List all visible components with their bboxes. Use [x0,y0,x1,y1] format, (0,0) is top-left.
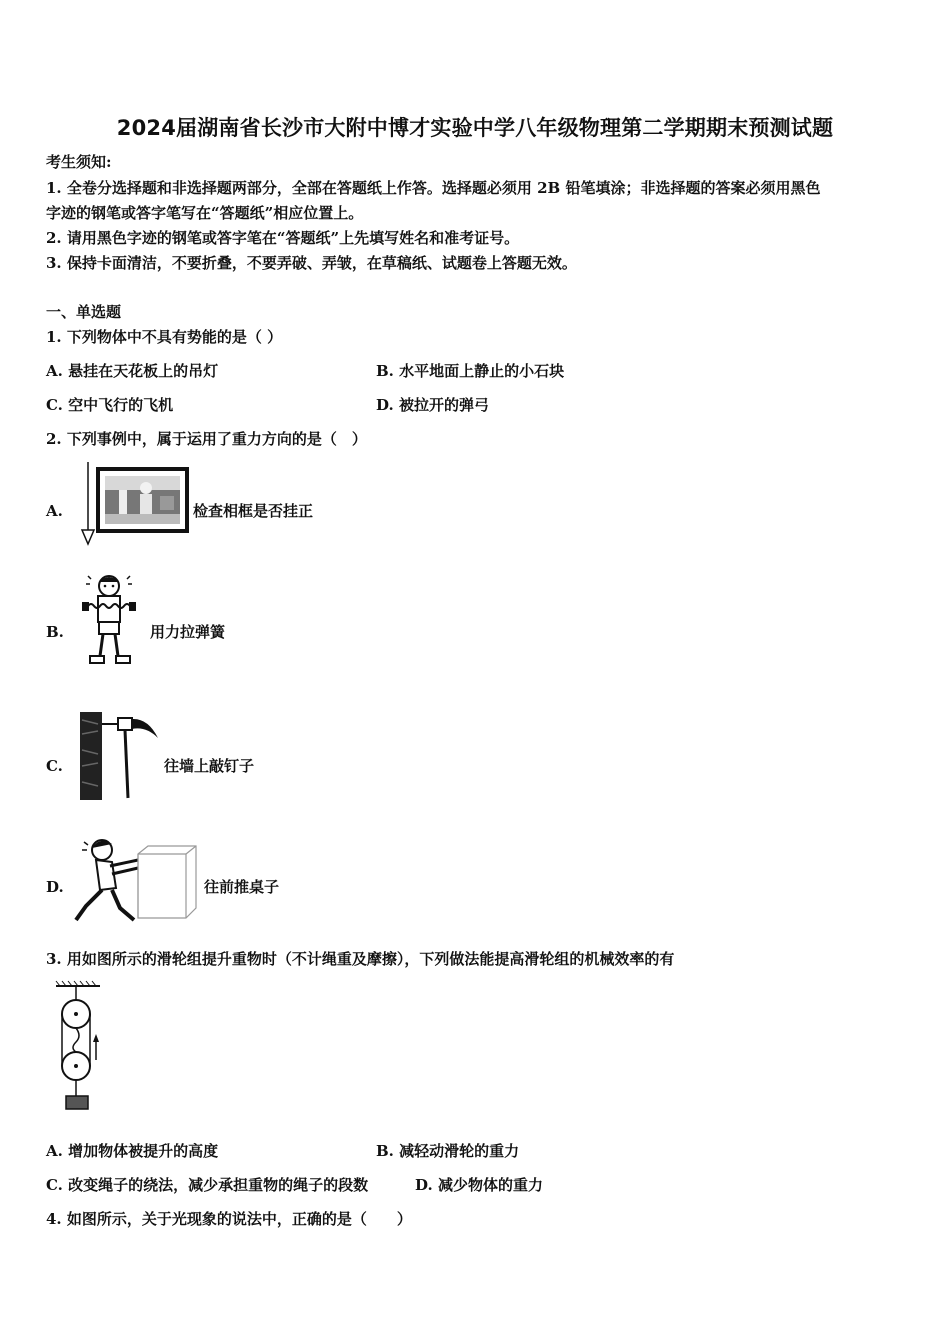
question-2-option-b-text: 用力拉弹簧 [150,623,226,641]
question-2-option-a-letter[interactable]: A. [46,502,63,520]
question-2-option-d-letter[interactable]: D. [46,878,64,896]
option-text: 悬挂在天花板上的吊灯 [68,362,219,380]
question-3-option-a[interactable] [46,1141,218,1161]
option-letter: B. [376,362,394,380]
question-3-option-c[interactable] [46,1175,368,1195]
question-2-option-a-text: 检查相框是否挂正 [193,502,314,520]
option-letter: C. [46,396,63,414]
question-1-stem: 1. 下列物体中不具有势能的是（ ） [46,328,283,346]
question-2-option-b-letter[interactable]: B. [46,623,64,641]
option-text: 减少物体的重力 [437,1176,543,1194]
option-letter: A. [46,362,63,380]
section-heading: 一、单选题 [46,303,122,321]
question-1-option-c[interactable] [46,395,173,415]
question-1-option-a[interactable] [46,361,218,381]
option-text: 增加物体被提升的高度 [68,1142,219,1160]
question-2-option-d-text: 往前推桌子 [204,878,280,896]
option-text: 水平地面上静止的小石块 [399,362,565,380]
question-1-option-d[interactable] [376,395,489,415]
notice-line-3: 3. 保持卡面清洁，不要折叠，不要弄破、弄皱，在草稿纸、试题卷上答题无效。 [46,254,577,272]
notice-line-1-cont: 字迹的钢笔或答字笔写在“答题纸”相应位置上。 [46,204,364,222]
notice-line-1: 1. 全卷分选择题和非选择题两部分，全部在答题纸上作答。选择题必须用 2B 铅笔填涂；非选择题的答案必须用黑色 [46,179,821,197]
option-text: 减轻动滑轮的重力 [399,1142,520,1160]
option-text: 空中飞行的飞机 [68,396,174,414]
question-3-option-b[interactable] [376,1141,519,1161]
page-title: 2024届湖南省长沙市大附中博才实验中学八年级物理第二学期期末预测试题 [116,116,834,140]
option-letter: D. [376,396,394,414]
option-letter: D. [415,1176,433,1194]
question-2-stem: 2. 下列事例中，属于运用了重力方向的是（ ） [46,430,367,448]
option-letter: A. [46,1142,63,1160]
notice-heading: 考生须知: [46,153,112,171]
question-3-option-d[interactable] [415,1175,543,1195]
push-table-figure [72,836,200,926]
question-3-stem: 3. 用如图所示的滑轮组提升重物时（不计绳重及摩擦），下列做法能提高滑轮组的机械效率的有 [46,950,675,968]
option-text: 被拉开的弹弓 [398,396,489,414]
spring-pull-figure [78,572,140,668]
option-letter: C. [46,1176,63,1194]
question-1-option-b[interactable] [376,361,564,381]
question-2-option-c-letter[interactable]: C. [46,757,63,775]
pulley-system-figure [52,980,108,1112]
picture-frame-plumb-figure [74,460,190,548]
option-letter: B. [376,1142,394,1160]
question-2-option-c-text: 往墙上敲钉子 [164,757,255,775]
question-4-stem: 4. 如图所示，关于光现象的说法中，正确的是（ ） [46,1210,412,1228]
hammer-wall-figure [78,710,162,802]
notice-line-2: 2. 请用黑色字迹的钢笔或答字笔在“答题纸”上先填写姓名和准考证号。 [46,229,520,247]
option-text: 改变绳子的绕法，减少承担重物的绳子的段数 [68,1176,369,1194]
